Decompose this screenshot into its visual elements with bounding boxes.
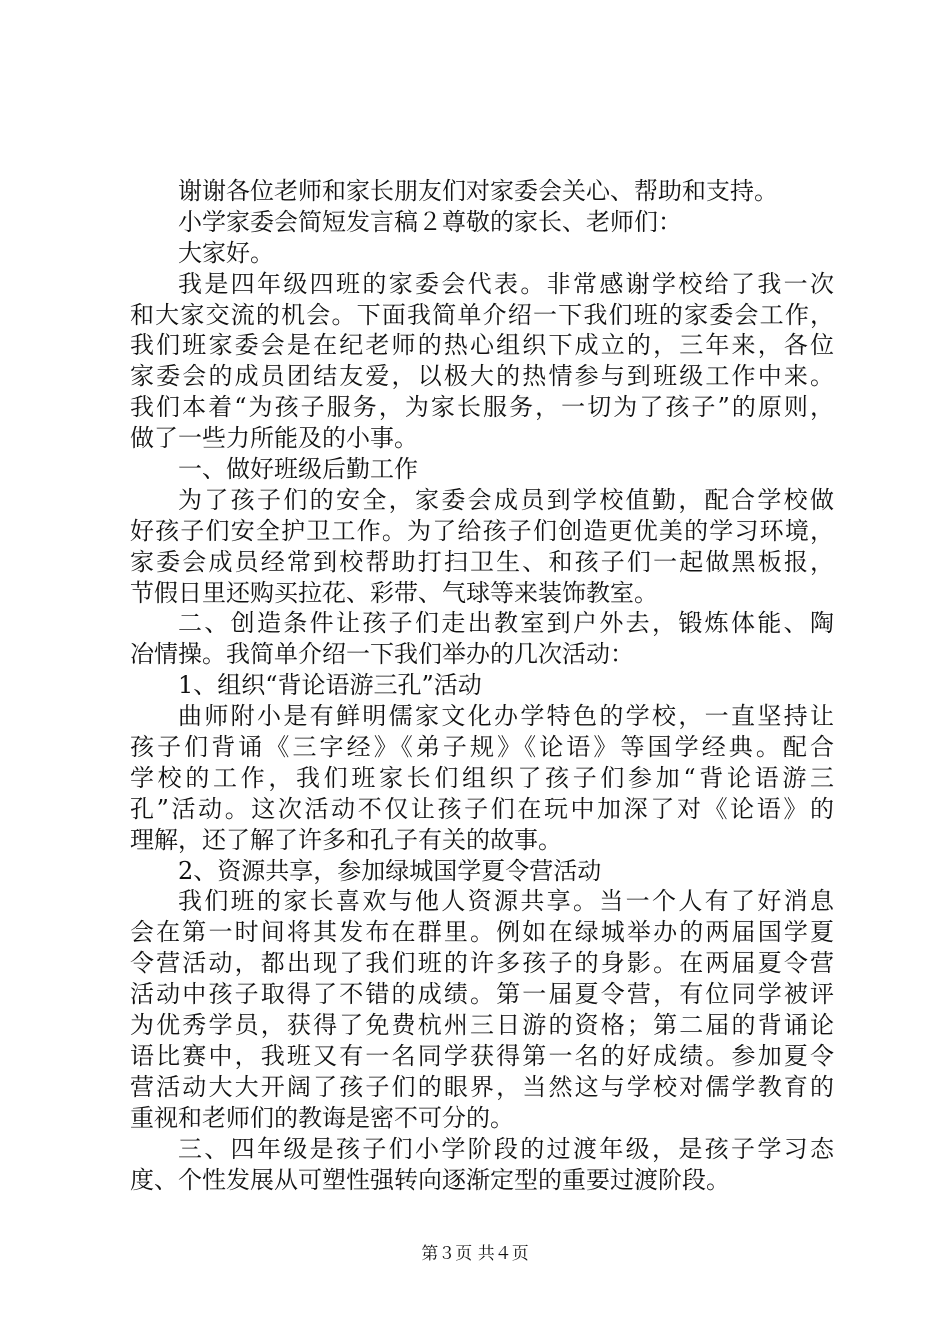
text-line: 孔”活动。这次活动不仅让孩子们在玩中加深了对《论语》的: [130, 794, 834, 823]
text-line: 我是四年级四班的家委会代表。非常感谢学校给了我一次: [178, 269, 834, 298]
text-line: 孩子们背诵《三字经》《弟子规》《论语》等国学经典。配合: [130, 733, 834, 762]
text-line: 做了一些力所能及的小事。: [130, 424, 418, 453]
text-line: 好孩子们安全护卫工作。为了给孩子们创造更优美的学习环境，: [130, 516, 834, 545]
text-line: 理解，还了解了许多和孔子有关的故事。: [130, 825, 562, 854]
text-line: 我们本着“为孩子服务，为家长服务，一切为了孩子”的原则，: [130, 393, 834, 422]
text-line: 我们班家委会是在纪老师的热心组织下成立的，三年来，各位: [130, 331, 834, 360]
text-line: 学校的工作，我们班家长们组织了孩子们参加“背论语游三: [130, 763, 834, 792]
text-line: 活动中孩子取得了不错的成绩。第一届夏令营，有位同学被评: [130, 980, 834, 1009]
text-line: 语比赛中，我班又有一名同学获得第一名的好成绩。参加夏令: [130, 1041, 834, 1070]
text-line: 谢谢各位老师和家长朋友们对家委会关心、帮助和支持。: [178, 177, 778, 205]
text-line: 二、创造条件让孩子们走出教室到户外去，锻炼体能、陶: [178, 609, 834, 638]
text-line: 和大家交流的机会。下面我简单介绍一下我们班的家委会工作，: [130, 300, 834, 329]
text-line: 营活动大大开阔了孩子们的眼界，当然这与学校对儒学教育的: [130, 1072, 834, 1101]
text-line: 令营活动，都出现了我们班的许多孩子的身影。在两届夏令营: [130, 949, 834, 978]
text-line: 节假日里还购买拉花、彩带、气球等来装饰教室。: [130, 578, 658, 607]
text-line: 重视和老师们的教诲是密不可分的。: [130, 1103, 514, 1132]
text-line: 我们班的家长喜欢与他人资源共享。当一个人有了好消息: [178, 887, 834, 916]
text-line: 家委会成员经常到校帮助打扫卫生、和孩子们一起做黑板报，: [130, 547, 834, 576]
text-line: 曲师附小是有鲜明儒家文化办学特色的学校，一直坚持让: [178, 702, 834, 731]
text-line: 1、组织“背论语游三孔”活动: [178, 671, 482, 700]
text-line: 家委会的成员团结友爱，以极大的热情参与到班级工作中来。: [130, 362, 834, 391]
text-line: 度、个性发展从可塑性强转向逐渐定型的重要过渡阶段。: [130, 1165, 730, 1194]
text-line: 会在第一时间将其发布在群里。例如在绿城举办的两届国学夏: [130, 918, 834, 947]
text-line: 大家好。: [178, 238, 274, 267]
text-line: 为优秀学员，获得了免费杭州三日游的资格；第二届的背诵论: [130, 1011, 834, 1040]
text-line: 一、做好班级后勤工作: [178, 455, 418, 484]
document-body: [130, 176, 834, 1195]
text-line: 为了孩子们的安全，家委会成员到学校值勤，配合学校做: [178, 485, 834, 514]
text-line: 小学家委会简短发言稿２尊敬的家长、老师们：: [178, 207, 682, 236]
text-line: 冶情操。我简单介绍一下我们举办的几次活动：: [130, 640, 634, 669]
text-line: 2、资源共享，参加绿城国学夏令营活动: [178, 856, 602, 885]
text-line: 三、四年级是孩子们小学阶段的过渡年级，是孩子学习态: [178, 1134, 834, 1163]
page-footer: 第３页 共４页: [421, 1244, 529, 1264]
